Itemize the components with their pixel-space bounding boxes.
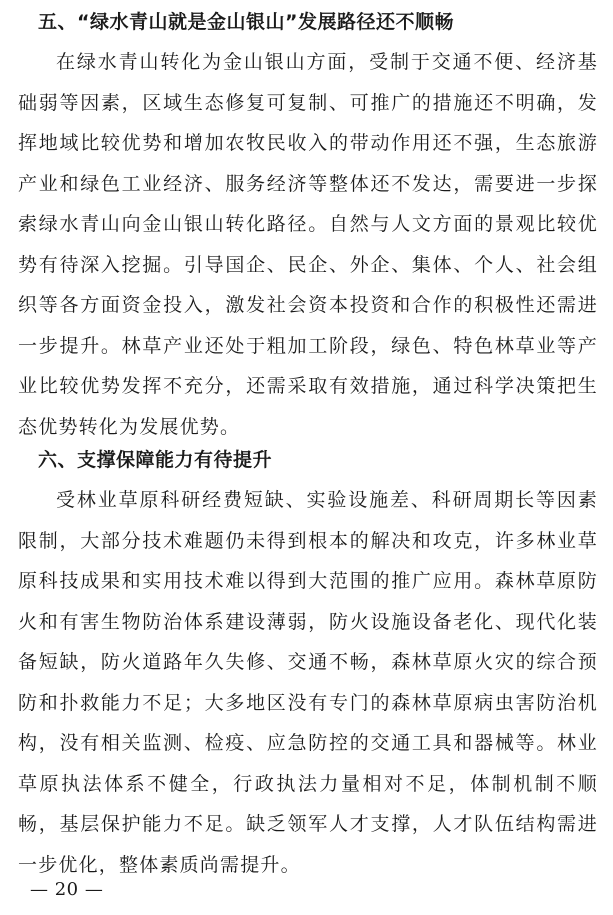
section-body-5: 在绿水青山转化为金山银山方面，受制于交通不便、经济基础弱等因素，区域生态修复可复制、可推广的措施还不明确，发挥地域比较优势和增加农牧民收入的带动作用还不强，生态旅游产业和绿色工业经济、服务经济等整体还不发达，需要进一步探索绿水青山向金山银山转化路径。自然与人文方面的景观比较优势有待深入挖掘。引导国企、民企、外企、集体、个人、社会组织等各方面资金投入，激发社会资本投资和合作的积极性还需进一步提升。林草产业还处于粗加工阶段，绿色、特色林草业等产业比较优势发挥不充分，还需采取有效措施，通过科学决策把生态优势转化为发展优势。 xyxy=(18,51,598,438)
section-heading-6: 六、支撑保障能力有待提升 xyxy=(38,449,273,471)
section-body-6: 受林业草原科研经费短缺、实验设施差、科研周期长等因素限制，大部分技术难题仍未得到根本的解决和攻克，许多林业草原科技成果和实用技术难以得到大范围的推广应用。森林草原防火和有害生物防治体系建设薄弱，防火设施设备老化、现代化装备短缺，防火道路年久失修、交通不畅，森林草原火灾的综合预防和扑救能力不足；大多地区没有专门的森林草原病虫害防治机构，没有相关监测、检疫、应急防控的交通工具和器械等。林业草原执法体系不健全，行政执法力量相对不足，体制机制不顺畅，基层保护能力不足。缺乏领军人才支撑，人才队伍结构需进一步优化，整体素质尚需提升。 xyxy=(18,489,598,876)
section-heading-5: 五、“绿水青山就是金山银山”发展路径还不顺畅 xyxy=(38,11,454,33)
page-number: — 20 — xyxy=(30,879,104,900)
